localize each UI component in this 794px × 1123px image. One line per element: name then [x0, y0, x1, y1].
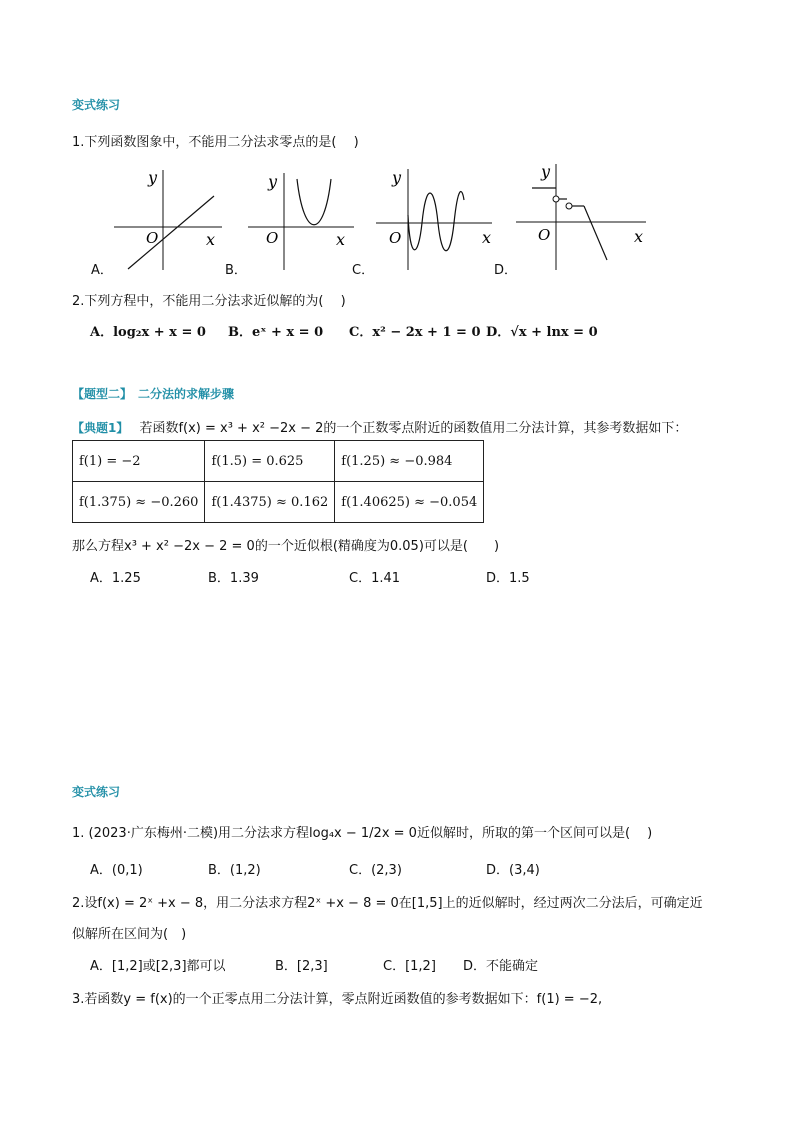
option-d: D．1.5	[486, 571, 530, 586]
option-b: B．eˣ + x = 0	[228, 325, 324, 340]
option-d: D．(3,4)	[486, 863, 540, 878]
option-a: A．[1,2]或[2,3]都可以	[90, 959, 226, 974]
example-tag: 【典题1】	[72, 421, 129, 435]
option-c: C．x² − 2x + 1 = 0	[349, 325, 481, 340]
graph-d	[512, 160, 652, 279]
axis-x-label: x	[206, 230, 216, 249]
table-row	[73, 482, 484, 523]
origin-label: O	[538, 226, 551, 244]
question-1-text: 1. (2023·广东梅州·二模)用二分法求方程log₄x − 1/2x = 0近似解时，所取的第一个区间可以是( )	[72, 826, 653, 841]
question-2-text: 2.下列方程中，不能用二分法求近似解的为( )	[72, 294, 346, 309]
option-a: A．1.25	[90, 571, 141, 586]
axis-x-label: x	[634, 227, 644, 246]
table-cell: f(1.5) = 0.625	[205, 441, 335, 482]
origin-label: O	[266, 229, 279, 247]
graph-c	[372, 165, 497, 279]
origin-label: O	[389, 229, 402, 247]
option-b: B．[2,3]	[275, 959, 328, 974]
table-cell: f(1.40625) ≈ −0.054	[335, 482, 484, 523]
option-b: B．(1,2)	[208, 863, 261, 878]
axis-y-label: y	[392, 168, 402, 187]
axis-y-label: y	[541, 162, 551, 181]
table-row	[73, 441, 484, 482]
option-d: D．不能确定	[463, 959, 539, 974]
graph-a-label: A．	[91, 263, 113, 278]
question-2-line-2: 似解所在区间为( )	[72, 927, 187, 942]
option-d: D．√x + lnx = 0	[486, 325, 598, 340]
reference-data-table	[72, 440, 484, 523]
axis-y-label: y	[268, 172, 278, 191]
option-c: C．[1,2]	[383, 959, 436, 974]
section-heading: 【题型二】 二分法的求解步骤	[72, 387, 235, 401]
question-2-line-1: 2.设f(x) = 2ˣ +x − 8，用二分法求方程2ˣ +x − 8 = 0在[1,5]上的近似解时，经过两次二分法后，可确定近	[72, 896, 703, 911]
graph-b	[244, 165, 359, 279]
section-heading: 变式练习	[72, 98, 121, 112]
graph-b-label: B．	[225, 263, 247, 278]
option-a: A．(0,1)	[90, 863, 143, 878]
question-1-text: 1.下列函数图象中，不能用二分法求零点的是( )	[72, 135, 359, 150]
table-cell: f(1.4375) ≈ 0.162	[205, 482, 335, 523]
axis-y-label: y	[148, 168, 158, 187]
option-c: C．(2,3)	[349, 863, 402, 878]
table-cell: f(1.25) ≈ −0.984	[335, 441, 484, 482]
section-heading: 变式练习	[72, 785, 121, 799]
option-a: A．log₂x + x = 0	[90, 325, 206, 340]
question-3-text: 3.若函数y = f(x)的一个正零点用二分法计算，零点附近函数值的参考数据如下：f(1) = −2,	[72, 992, 603, 1007]
option-c: C．1.41	[349, 571, 401, 586]
origin-label: O	[146, 229, 159, 247]
option-b: B．1.39	[208, 571, 259, 586]
table-cell: f(1.375) ≈ −0.260	[73, 482, 205, 523]
graph-c-label: C．	[352, 263, 375, 278]
table-cell: f(1) = −2	[73, 441, 205, 482]
example-line	[72, 417, 687, 436]
axis-x-label: x	[482, 228, 492, 247]
example-text: 若函数f(x) = x³ + x² −2x − 2的一个正数零点附近的函数值用二分法计算，其参考数据如下：	[139, 421, 688, 436]
axis-x-label: x	[336, 230, 346, 249]
graph-d-label: D．	[494, 263, 518, 278]
example-question: 那么方程x³ + x² −2x − 2 = 0的一个近似根(精确度为0.05)可以是( )	[72, 539, 500, 554]
